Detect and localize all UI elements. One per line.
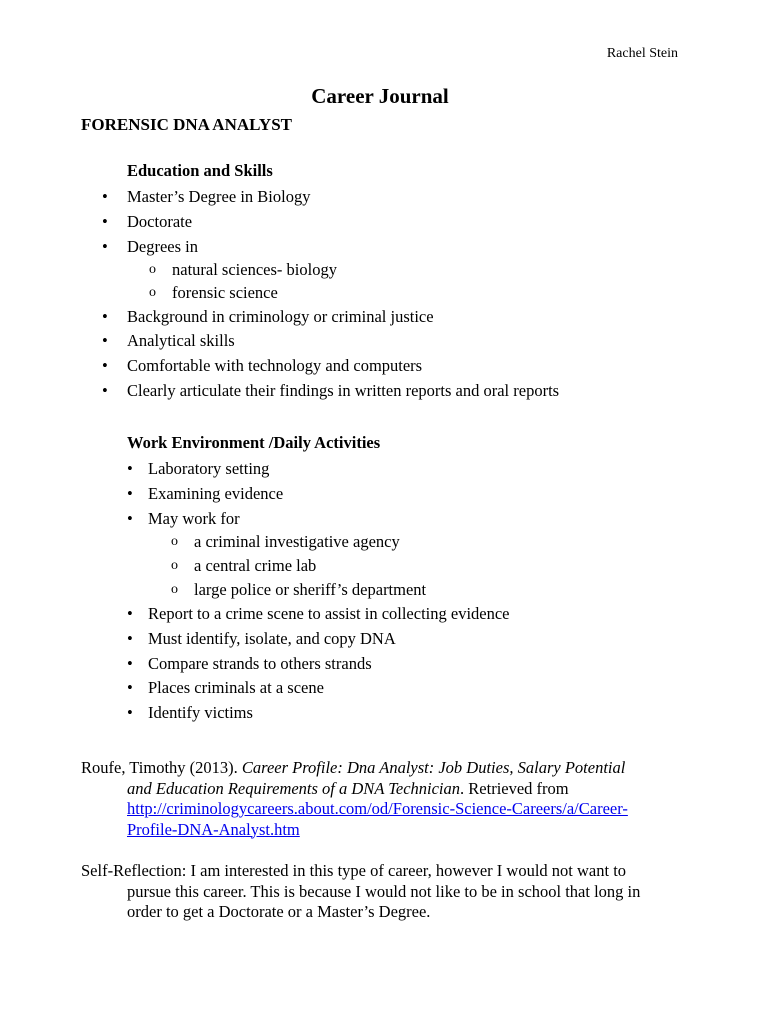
list-item: • Compare strands to others strands: [81, 652, 721, 677]
list-item: • Degrees in: [81, 235, 721, 258]
list-item: • Examining evidence: [81, 482, 721, 507]
list-item: • Places criminals at a scene: [81, 676, 721, 701]
education-list: [81, 185, 721, 404]
citation-title: Career Profile: Dna Analyst: Job Duties, Salary Potential: [241, 758, 626, 777]
reflection-line-1: Self-Reflection: I am interested in this type of career, however I would not want to: [81, 861, 627, 880]
education-heading: Education and Skills: [127, 161, 273, 180]
list-subitem: o a central crime lab: [81, 554, 721, 578]
list-item: • Report to a crime scene to assist in collecting evidence: [81, 602, 721, 627]
document-title: Career Journal: [311, 84, 449, 108]
citation-author: Roufe, Timothy (2013).: [81, 758, 242, 777]
author-name: Rachel Stein: [606, 46, 678, 61]
list-item: • Master’s Degree in Biology: [81, 185, 721, 210]
list-item: • Background in criminology or criminal justice: [81, 305, 721, 330]
list-item: • Identify victims: [81, 701, 721, 726]
work-heading: Work Environment /Daily Activities: [127, 433, 381, 452]
citation-retrieved: . Retrieved from: [460, 778, 569, 798]
list-item: • Laboratory setting: [81, 457, 721, 482]
work-list: [81, 457, 721, 726]
citation-line-2: [81, 779, 681, 800]
citation-title-continued: and Education Requirements of a DNA Technician: [127, 778, 461, 798]
list-item: • Clearly articulate their findings in written reports and oral reports: [81, 379, 721, 404]
citation: [81, 758, 681, 840]
citation-link-1[interactable]: http://criminologycareers.about.com/od/Forensic-Science-Careers/a/Career-: [127, 799, 628, 818]
self-reflection: [81, 861, 701, 923]
list-item: • Analytical skills: [81, 329, 721, 354]
list-subitem: o large police or sheriff’s department: [81, 577, 721, 602]
list-subitem: o a criminal investigative agency: [81, 530, 721, 554]
citation-link-2[interactable]: Profile-DNA-Analyst.htm: [127, 819, 300, 839]
reflection-line-2: pursue this career. This is because I would not like to be in school that long in: [127, 881, 641, 901]
list-item: • Doctorate: [81, 210, 721, 235]
list-subitem: o natural sciences- biology: [81, 258, 721, 282]
job-title: FORENSIC DNA ANALYST: [81, 115, 292, 134]
list-item: • May work for: [81, 507, 721, 531]
list-item: • Must identify, isolate, and copy DNA: [81, 627, 721, 652]
list-subitem: o forensic science: [81, 281, 721, 305]
list-item: • Comfortable with technology and computers: [81, 354, 721, 379]
reflection-line-3: order to get a Doctorate or a Master’s Degree.: [127, 902, 431, 921]
